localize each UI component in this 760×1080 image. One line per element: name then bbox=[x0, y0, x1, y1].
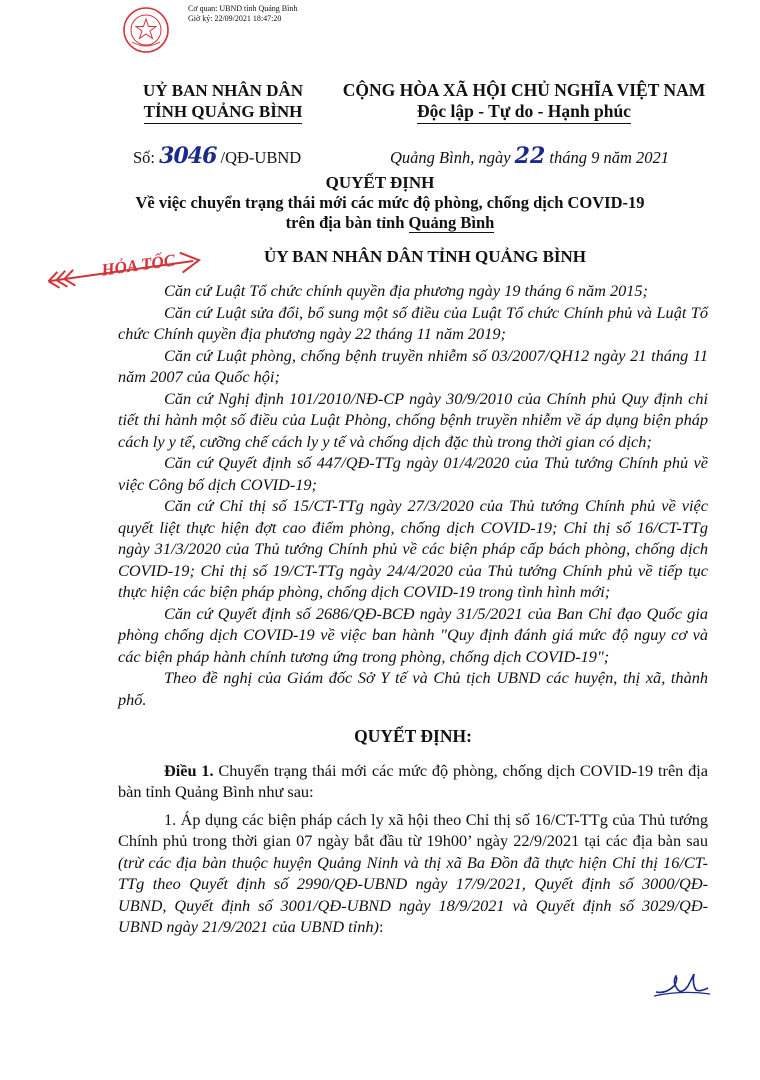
legal-basis: Căn cứ Quyết định số 447/QĐ-TTg ngày 01/4/2020 của Thủ tướng Chính phủ về việc Công bố dịch COVID-19; bbox=[118, 453, 708, 494]
handwritten-day: 22 bbox=[514, 143, 546, 169]
article-label: Điều 1. bbox=[164, 760, 214, 780]
stamp-text: HỎA TỐC bbox=[100, 250, 177, 280]
signature-agency: Cơ quan: UBND tỉnh Quảng Bình bbox=[188, 4, 298, 13]
place-prefix: Quảng Bình, ngày bbox=[390, 148, 515, 167]
legal-basis: Theo đề nghị của Giám đốc Sở Y tế và Chủ tịch UBND các huyện, thị xã, thành phố. bbox=[118, 668, 708, 709]
legal-basis: Căn cứ Quyết định số 2686/QĐ-BCĐ ngày 31/5/2021 của Ban Chỉ đạo Quốc gia phòng chống dịch COVID-19 về việc ban hành "Quy định đánh giá mức độ nguy cơ và các biện pháp hành chính tương ứng trong phòng, chống dịch COVID-19"; bbox=[118, 603, 708, 666]
digital-signature-seal-icon bbox=[122, 6, 170, 54]
article-1-item-1 bbox=[118, 809, 708, 938]
item-text: 1. Áp dụng các biện pháp cách ly xã hội theo Chỉ thị số 16/CT-TTg của Thủ tướng Chính phủ trong thời gian 07 ngày bắt đầu từ 19h00’ ngày 22/9/2021 tại các địa bàn sau bbox=[118, 809, 708, 850]
document-number bbox=[133, 143, 301, 169]
date-suffix: tháng 9 năm 2021 bbox=[545, 148, 670, 167]
legal-basis: Căn cứ Nghị định 101/2010/NĐ-CP ngày 30/9/2010 của Chính phủ Quy định chi tiết thi hành một số điều của Luật Phòng, chống bệnh truyền nhiễm về áp dụng biện pháp cách ly y tế, cưỡng chế cách ly y tế và chống dịch đặc thù trong thời gian có dịch; bbox=[118, 388, 708, 451]
place-date bbox=[390, 143, 669, 169]
article-1 bbox=[118, 760, 708, 803]
subtitle-line2: trên địa bàn tỉnh bbox=[285, 213, 409, 232]
national-motto bbox=[324, 80, 724, 124]
authority-line2: TỈNH QUẢNG BÌNH bbox=[144, 101, 303, 124]
legal-basis: Căn cứ Chỉ thị số 15/CT-TTg ngày 27/3/2020 của Thủ tướng Chính phủ về việc quyết liệt thực hiện đợt cao điểm phòng, chống dịch COVID-19; Chỉ thị số 16/CT-TTg ngày 31/3/2020 của Thủ tướng Chính phủ về các biện pháp cấp bách phòng, chống dịch COVID-19; Chỉ thị số 19/CT-TTg ngày 24/4/2020 của Thủ tướng Chính phủ về tiếp tục thực hiện các biện pháp phòng, chống dịch COVID-19 trong tình hình mới; bbox=[118, 496, 708, 601]
document-body bbox=[118, 280, 708, 938]
item-exception: (trừ các địa bàn thuộc huyện Quảng Ninh và thị xã Ba Đồn đã thực hiện Chỉ thị 16/CT-TTg theo Quyết định số 2990/QĐ-UBND ngày 17/9/2021, Quyết định số 3000/QĐ-UBND, Quyết định số 3001/QĐ-UBND ngày 18/9/2021 và Quyết định số 3029/QĐ-UBND ngày 21/9/2021 của UBND tỉnh) bbox=[118, 852, 708, 936]
digital-signature-info bbox=[188, 4, 297, 24]
subtitle-line1: Về việc chuyển trạng thái mới các mức độ phòng, chống dịch COVID-19 bbox=[135, 193, 645, 212]
handwritten-number: 3046 bbox=[159, 143, 217, 169]
committee-heading: ỦY BAN NHÂN DÂN TỈNH QUẢNG BÌNH bbox=[263, 247, 587, 266]
decision-heading: QUYẾT ĐỊNH: bbox=[354, 726, 472, 746]
legal-basis: Căn cứ Luật phòng, chống bệnh truyền nhiễm số 03/2007/QH12 ngày 21 tháng 11 năm 2007 của Quốc hội; bbox=[118, 345, 708, 386]
motto: Độc lập - Tự do - Hạnh phúc bbox=[417, 101, 631, 124]
number-prefix: Số: bbox=[133, 148, 160, 167]
article-text: Chuyển trạng thái mới các mức độ phòng, chống dịch COVID-19 trên địa bàn tỉnh Quảng Bình như sau: bbox=[118, 760, 708, 801]
handwritten-initials-icon bbox=[652, 968, 712, 1000]
document-subtitle bbox=[80, 193, 700, 233]
item-end: : bbox=[378, 917, 384, 936]
legal-basis: Căn cứ Luật sửa đổi, bổ sung một số điều của Luật Tổ chức Chính phủ và Luật Tổ chức Chính quyền địa phương ngày 22 tháng 11 năm 2019; bbox=[118, 302, 708, 343]
authority-line1: UỶ BAN NHÂN DÂN bbox=[142, 81, 304, 100]
document-title: QUYẾT ĐỊNH bbox=[325, 173, 435, 192]
legal-basis: Căn cứ Luật Tổ chức chính quyền địa phương ngày 19 tháng 6 năm 2015; bbox=[164, 281, 648, 300]
number-suffix: /QĐ-UBND bbox=[216, 148, 302, 167]
country-name: CỘNG HÒA XÃ HỘI CHỦ NGHĨA VIỆT NAM bbox=[342, 80, 706, 100]
subtitle-underlined: Quảng Bình bbox=[408, 213, 495, 232]
issuing-authority bbox=[128, 80, 318, 124]
signature-time: Giờ ký: 22/09/2021 18:47:20 bbox=[188, 14, 282, 23]
